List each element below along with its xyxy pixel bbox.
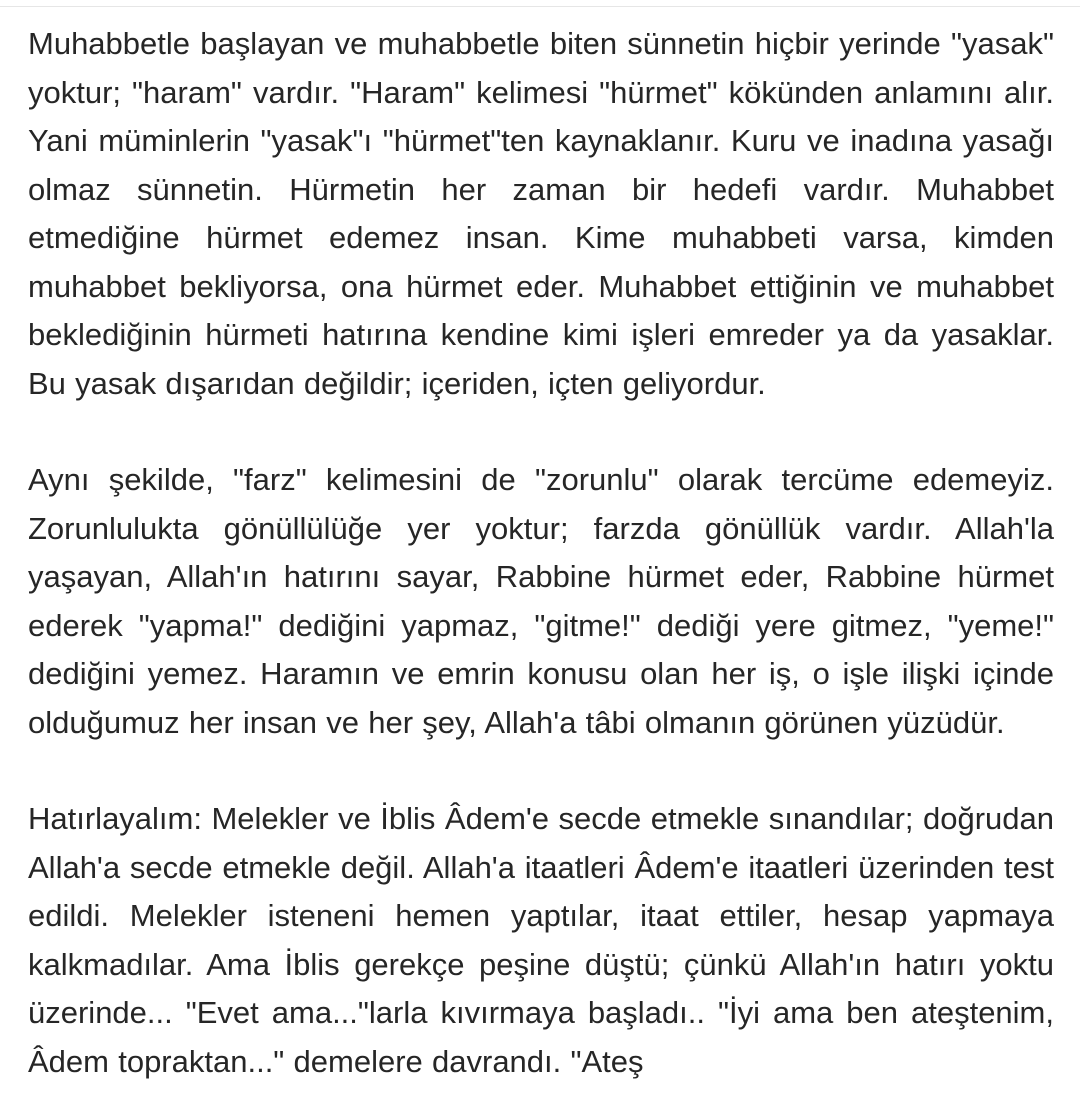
bottom-cutoff	[0, 1082, 1080, 1100]
paragraph-iblis: Hatırlayalım: Melekler ve İblis Âdem'e secde etmekle sınandılar; doğrudan Allah'a secde etmekle değil. Allah'a itaatleri Âdem'e itaatleri üzerinden test edildi. Melekler isteneni hemen yaptılar, itaat ettiler, hesap yapmaya kalkmadılar. Ama İblis gerekçe peşine düştü; çünkü Allah'ın hatırı yoktu üzerinde... "Evet ama..."larla kıvırmaya başladı.. "İyi ama ben ateştenim, Âdem topraktan..." demelere davrandı. "Ateş	[28, 801, 1054, 1079]
paragraph-farz: Aynı şekilde, "farz" kelimesini de "zorunlu" olarak tercüme edemeyiz. Zorunlulukta gönüllülüğe yer yoktur; farzda gönüllük vardır. Allah'la yaşayan, Allah'ın hatırını sayar, Rabbine hürmet eder, Rabbine hürmet ederek "yapma!" dediğini yapmaz, "gitme!" dediği yere gitmez, "yeme!" dediğini yemez. Haramın ve emrin konusu olan her iş, o işle ilişki içinde olduğumuz her insan ve her şey, Allah'a tâbi olmanın görünen yüzüdür.	[28, 462, 1054, 740]
paragraph-sunnet: Muhabbetle başlayan ve muhabbetle biten sünnetin hiçbir yerinde "yasak" yoktur; "haram" vardır. "Haram" kelimesi "hürmet" kökünden anlamını alır. Yani müminlerin "yasak"ı "hürmet"ten kaynaklanır. Kuru ve inadına yasağı olmaz sünnetin. Hürmetin her zaman bir hedefi vardır. Muhabbet etmediğine hürmet edemez insan. Kime muhabbeti varsa, kimden muhabbet bekliyorsa, ona hürmet eder. Muhabbet ettiğinin ve muhabbet beklediğinin hürmeti hatırına kendine kimi işleri emreder ya da yasaklar. Bu yasak dışarıdan değildir; içeriden, içten geliyordur.	[28, 26, 1054, 401]
top-divider	[0, 6, 1080, 7]
article-body	[28, 20, 1054, 1086]
